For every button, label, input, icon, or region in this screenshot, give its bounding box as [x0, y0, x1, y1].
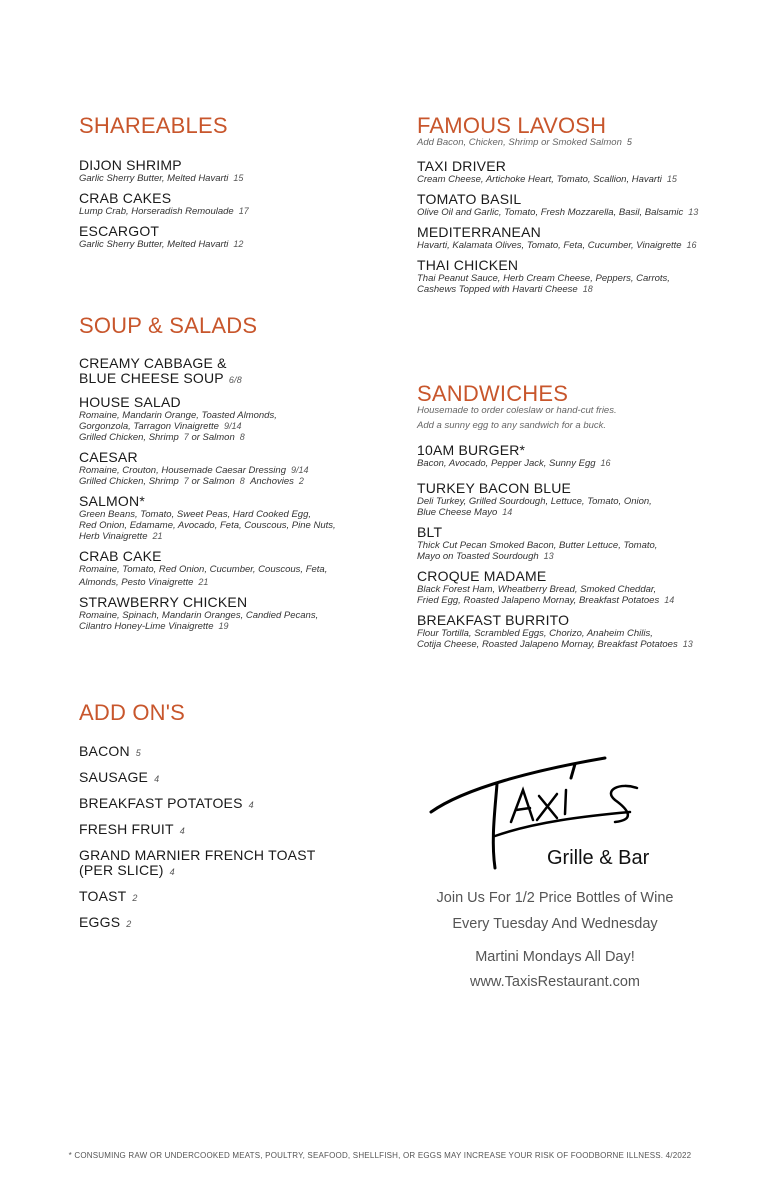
item-desc: Romaine, Spinach, Mandarin Oranges, Candied Pecans, — [79, 610, 319, 621]
menu-item — [417, 613, 737, 650]
addon-item — [79, 744, 379, 761]
item-desc: Black Forest Ham, Wheatberry Bread, Smoked Cheddar, — [417, 584, 657, 595]
item-desc: Romaine, Crouton, Housemade Caesar Dressing — [79, 465, 286, 476]
addon-price: 4 — [154, 774, 160, 784]
addon-item — [79, 770, 379, 787]
item-price: 19 — [218, 621, 229, 631]
item-desc: Cotija Cheese, Roasted Jalapeno Mornay, Breakfast Potatoes — [417, 639, 678, 650]
section-title-sandwiches: SANDWICHES — [417, 381, 569, 406]
menu-item — [417, 443, 737, 469]
item-name: TOMATO BASIL — [417, 191, 522, 207]
item-price: 6/8 — [228, 375, 242, 385]
addon-price: 4 — [169, 867, 175, 877]
item-desc: Olive Oil and Garlic, Tomato, Fresh Mozzarella, Basil, Balsamic — [417, 207, 684, 218]
addon-name: TOAST — [79, 888, 127, 904]
item-name: 10AM BURGER* — [417, 442, 526, 458]
addon-item — [79, 848, 379, 880]
menu-item — [417, 225, 737, 251]
item-price: 13 — [543, 551, 554, 561]
item-name: TAXI DRIVER — [417, 158, 507, 174]
item-price: 17 — [238, 206, 249, 216]
note-price: 5 — [626, 137, 632, 147]
item-price: 7 — [183, 432, 189, 442]
section-title-shareables: SHAREABLES — [79, 113, 228, 138]
item-desc: Anchovies — [250, 476, 294, 487]
menu-item — [417, 569, 737, 606]
item-name: ESCARGOT — [79, 223, 160, 239]
item-price: 2 — [298, 476, 304, 486]
menu-item — [79, 395, 379, 443]
item-desc: Thick Cut Pecan Smoked Bacon, Butter Lettuce, Tomato, — [417, 540, 658, 551]
item-price: 9/14 — [291, 465, 309, 475]
item-name: HOUSE SALAD — [79, 394, 181, 410]
addon-item — [79, 796, 379, 813]
item-name: STRAWBERRY CHICKEN — [79, 594, 248, 610]
section-note: Housemade to order coleslaw or hand-cut fries. — [417, 405, 617, 416]
section-lavosh — [417, 114, 737, 302]
item-price: 13 — [682, 639, 693, 649]
item-desc: Fried Egg, Roasted Jalapeno Mornay, Breakfast Potatoes — [417, 595, 660, 606]
item-price: 14 — [502, 507, 513, 517]
section-shareables — [79, 114, 379, 257]
addon-item — [79, 915, 379, 932]
addon-item — [79, 889, 379, 906]
item-desc: Grilled Chicken, Shrimp — [79, 432, 179, 443]
menu-item — [79, 158, 379, 184]
item-desc: Romaine, Tomato, Red Onion, Cucumber, Couscous, Feta, — [79, 564, 328, 575]
menu-item — [79, 224, 379, 250]
menu-item — [79, 494, 379, 542]
item-desc: Thai Peanut Sauce, Herb Cream Cheese, Peppers, Carrots, — [417, 273, 670, 284]
addon-price: 4 — [179, 826, 185, 836]
logo-subtitle: Grille & Bar — [547, 847, 650, 869]
promo-block — [417, 889, 693, 991]
item-price: 13 — [688, 207, 699, 217]
menu-item — [79, 549, 379, 588]
item-price: 16 — [686, 240, 697, 250]
item-desc: Red Onion, Edamame, Avocado, Feta, Couscous, Pine Nuts, — [79, 520, 336, 531]
item-price: 16 — [600, 458, 611, 468]
item-desc: Havarti, Kalamata Olives, Tomato, Feta, Cucumber, Vinaigrette — [417, 240, 682, 251]
item-name: SALMON* — [79, 493, 145, 509]
addon-name: GRAND MARNIER FRENCH TOAST — [79, 847, 316, 863]
section-soup-salads — [79, 314, 379, 639]
item-name-line2: BLUE CHEESE SOUP — [79, 370, 224, 386]
menu-item — [79, 450, 379, 487]
item-name: THAI CHICKEN — [417, 257, 519, 273]
promo-line: Martini Mondays All Day! — [475, 949, 635, 965]
addon-price: 2 — [132, 893, 138, 903]
menu-item — [79, 356, 379, 388]
item-name: BLT — [417, 524, 443, 540]
item-price: 8 — [239, 476, 245, 486]
addon-name: EGGS — [79, 914, 121, 930]
item-desc: Lump Crab, Horseradish Remoulade — [79, 206, 234, 217]
item-desc: Mayo on Toasted Sourdough — [417, 551, 539, 562]
item-desc: Green Beans, Tomato, Sweet Peas, Hard Cooked Egg, — [79, 509, 312, 520]
item-desc: Romaine, Mandarin Orange, Toasted Almonds, — [79, 410, 277, 421]
menu-item — [79, 191, 379, 217]
item-desc: or Salmon — [191, 432, 235, 443]
menu-item — [417, 159, 737, 185]
addon-price: 2 — [126, 919, 132, 929]
section-title-lavosh: FAMOUS LAVOSH — [417, 113, 607, 138]
section-title-addons: ADD ON'S — [79, 700, 186, 725]
item-price: 15 — [666, 174, 677, 184]
item-name: CAESAR — [79, 449, 138, 465]
item-desc: Flour Tortilla, Scrambled Eggs, Chorizo, Anaheim Chilis, — [417, 628, 653, 639]
item-desc: Herb Vinaigrette — [79, 531, 148, 542]
menu-item — [417, 525, 737, 562]
item-desc: Blue Cheese Mayo — [417, 507, 498, 518]
item-name: CRAB CAKES — [79, 190, 172, 206]
item-name: CREAMY CABBAGE & — [79, 355, 227, 371]
item-price: 18 — [582, 284, 593, 294]
item-price: 21 — [152, 531, 163, 541]
section-note: Add Bacon, Chicken, Shrimp or Smoked Salmon — [417, 137, 622, 148]
promo-website: www.TaxisRestaurant.com — [469, 974, 641, 990]
item-name: CROQUE MADAME — [417, 568, 547, 584]
item-name: TURKEY BACON BLUE — [417, 480, 572, 496]
item-price: 8 — [239, 432, 245, 442]
section-title-soups: SOUP & SALADS — [79, 313, 258, 338]
footer-disclaimer: * CONSUMING RAW OR UNDERCOOKED MEATS, POULTRY, SEAFOOD, SHELLFISH, OR EGGS MAY INCREASE YOUR RISK OF FOODBORNE ILLNESS. 4/2022 — [68, 1151, 692, 1160]
item-price: 7 — [183, 476, 189, 486]
item-desc: Cream Cheese, Artichoke Heart, Tomato, Scallion, Havarti — [417, 174, 662, 185]
restaurant-logo — [425, 750, 675, 880]
item-price: 12 — [233, 239, 244, 249]
section-addons — [79, 701, 379, 941]
menu-item — [417, 192, 737, 218]
addon-name-line2: (PER SLICE) — [79, 862, 164, 878]
item-desc: Gorgonzola, Tarragon Vinaigrette — [79, 421, 219, 432]
menu-item — [79, 595, 379, 632]
item-name: MEDITERRANEAN — [417, 224, 541, 240]
item-name: BREAKFAST BURRITO — [417, 612, 570, 628]
promo-line: Every Tuesday And Wednesday — [452, 916, 658, 932]
menu-item — [417, 481, 737, 518]
item-desc: Garlic Sherry Butter, Melted Havarti — [79, 173, 229, 184]
item-desc: Garlic Sherry Butter, Melted Havarti — [79, 239, 229, 250]
menu-item — [417, 258, 737, 295]
item-desc: Almonds, Pesto Vinaigrette — [79, 577, 194, 588]
addon-price: 5 — [135, 748, 142, 758]
addon-name: SAUSAGE — [79, 769, 149, 785]
item-price: 21 — [198, 577, 209, 587]
item-desc: Cilantro Honey-Lime Vinaigrette — [79, 621, 214, 632]
item-desc: Cashews Topped with Havarti Cheese — [417, 284, 578, 295]
addon-item — [79, 822, 379, 839]
item-name: DIJON SHRIMP — [79, 157, 182, 173]
section-note: Add a sunny egg to any sandwich for a buck. — [417, 420, 607, 431]
item-desc: Grilled Chicken, Shrimp — [79, 476, 179, 487]
addon-name: FRESH FRUIT — [79, 821, 174, 837]
item-price: 14 — [664, 595, 675, 605]
promo-line: Join Us For 1/2 Price Bottles of Wine — [436, 890, 674, 906]
addon-name: BACON — [79, 743, 130, 759]
addon-name: BREAKFAST POTATOES — [79, 795, 243, 811]
item-name: CRAB CAKE — [79, 548, 162, 564]
item-price: 15 — [233, 173, 244, 183]
addon-price: 4 — [248, 800, 254, 810]
item-desc: Deli Turkey, Grilled Sourdough, Lettuce, Tomato, Onion, — [417, 496, 652, 507]
section-sandwiches — [417, 382, 737, 657]
item-desc: or Salmon — [191, 476, 235, 487]
item-desc: Bacon, Avocado, Pepper Jack, Sunny Egg — [417, 458, 596, 469]
item-price: 9/14 — [223, 421, 242, 431]
